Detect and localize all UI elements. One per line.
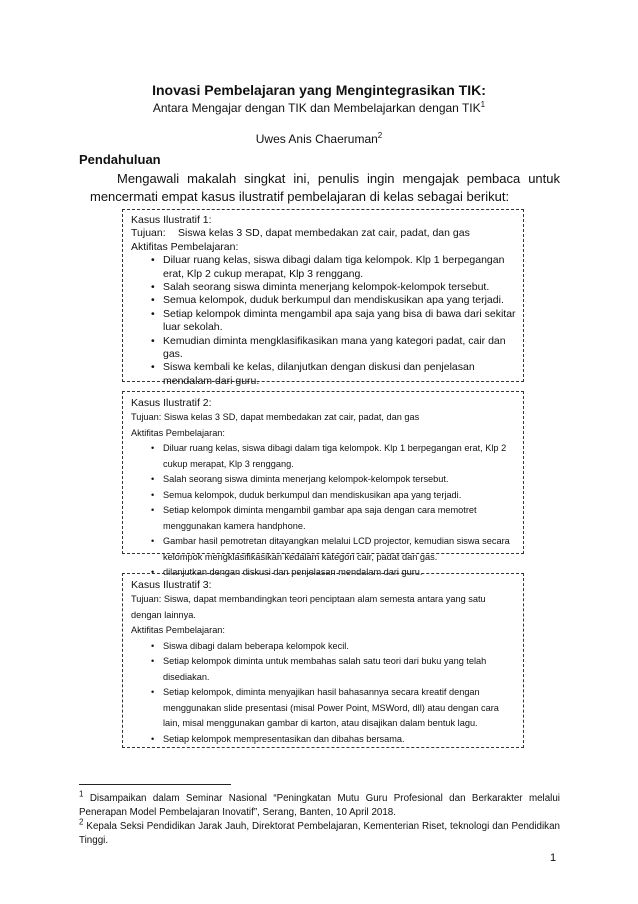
case-title: Kasus Ilustratif 3: bbox=[131, 579, 212, 591]
activities-label: Aktifitas Pembelajaran: bbox=[131, 625, 225, 635]
activity-item: • Salah seorang siswa diminta menerjang kelompok-kelompok tersebut. bbox=[131, 472, 517, 488]
intro-line-1: Mengawali makalah singkat ini, penulis ingin mengajak pembaca untuk bbox=[117, 171, 560, 186]
activity-item: • Kemudian diminta mengklasifikasikan mana yang kategori padat, cair dan gas. bbox=[131, 335, 517, 362]
activity-list bbox=[131, 254, 517, 388]
activity-item: • Setiap kelompok diminta untuk membahas salah satu teori dari buku yang telah disediakan. bbox=[131, 654, 517, 685]
case-box-3 bbox=[122, 573, 524, 748]
activity-item: • Semua kelompok, duduk berkumpul dan mendiskusikan apa yang terjadi. bbox=[131, 294, 517, 307]
section-heading: Pendahuluan bbox=[79, 152, 161, 167]
activities-label: Aktifitas Pembelajaran: bbox=[131, 427, 225, 438]
case-title: Kasus Ilustratif 2: bbox=[131, 397, 212, 409]
footnote-marker: 2 bbox=[79, 817, 84, 827]
document-title: Inovasi Pembelajaran yang Mengintegrasikan TIK: bbox=[152, 82, 486, 98]
footnote-marker: 1 bbox=[79, 789, 84, 799]
activity-item: • Setiap kelompok diminta mengambil gambar apa saja dengan cara memotret menggunakan kamera handphone. bbox=[131, 503, 517, 534]
case-objective: Tujuan: Siswa kelas 3 SD, dapat membedakan zat cair, padat, dan gas bbox=[131, 412, 420, 422]
activity-item: • dilanjutkan dengan diskusi dan penjelasan mendalam dari guru. bbox=[131, 565, 517, 581]
activity-list bbox=[131, 441, 517, 581]
activity-item: • Setiap kelompok diminta mengambil apa saja yang bisa di bawa dari sekitar luar sekolah. bbox=[131, 308, 517, 335]
footnote-1 bbox=[79, 789, 560, 819]
case-title: Kasus Ilustratif 1: bbox=[131, 214, 212, 226]
activity-item: • Siswa kembali ke kelas, dilanjutkan dengan diskusi dan penjelasan mendalam dari guru. bbox=[131, 361, 517, 388]
footnotes bbox=[79, 789, 560, 847]
document-subtitle bbox=[0, 101, 638, 115]
footnote-divider bbox=[79, 784, 231, 785]
subtitle-footnote-ref: 1 bbox=[480, 100, 486, 109]
activity-item: • Diluar ruang kelas, siswa dibagi dalam tiga kelompok. Klp 1 berpegangan erat, Klp 2 cukup merapat, Klp 3 renggang. bbox=[131, 441, 517, 472]
footnote-2 bbox=[79, 817, 560, 847]
case-box-1 bbox=[122, 209, 524, 387]
case-box-2 bbox=[122, 391, 524, 577]
intro-line-2: mencermati empat kasus ilustratif pembelajaran di kelas sebagai berikut: bbox=[90, 189, 510, 204]
objective-label: Tujuan: bbox=[131, 227, 166, 240]
footnote-text: Disampaikan dalam Seminar Nasional “Peningkatan Mutu Guru Profesional dan Berkarakter melalui Penerapan Model Pembelajaran Inovatif”, Serang, Banten, 10 April 2018. bbox=[79, 793, 560, 818]
activity-item: • Setiap kelompok, diminta menyajikan hasil bahasannya secara kreatif dengan menggunakan slide presentasi (misal Power Point, MSWord, dll) atau dengan cara lain, misal menggunakan gambar di karton, atau disajikan dalam bentuk lagu. bbox=[131, 685, 517, 732]
activity-list bbox=[131, 639, 517, 748]
activity-item: • Semua kelompok, duduk berkumpul dan mendiskusikan apa yang terjadi. bbox=[131, 488, 517, 504]
footnote-text: Kepala Seksi Pendidikan Jarak Jauh, Direktorat Pembelajaran, Kementerian Riset, teknologi dan Pendidikan Tinggi. bbox=[79, 821, 560, 846]
subtitle-text: Antara Mengajar dengan TIK dan Membelajarkan dengan TIK bbox=[152, 101, 481, 115]
intro-paragraph bbox=[90, 170, 560, 206]
objective-text: Siswa kelas 3 SD, dapat membedakan zat cair, padat, dan gas bbox=[178, 227, 470, 240]
activity-item: • Gambar hasil pemotretan ditayangkan melalui LCD projector, kemudian siswa secara kelompok mengklasifikasikan kedalam kategori cair, padat dan gas. bbox=[131, 534, 517, 565]
author-line bbox=[0, 132, 638, 146]
activity-item: • Setiap kelompok mempresentasikan dan dibahas bersama. bbox=[131, 732, 517, 748]
author-footnote-ref: 2 bbox=[377, 131, 383, 140]
case-objective: Tujuan: Siswa, dapat membandingkan teori penciptaan alam semesta antara yang satu dengan lainnya. bbox=[131, 594, 486, 620]
activities-label: Aktifitas Pembelajaran: bbox=[131, 240, 239, 253]
activity-item: • Siswa dibagi dalam beberapa kelompok kecil. bbox=[131, 639, 517, 655]
page-number: 1 bbox=[550, 852, 557, 864]
activity-item: • Salah seorang siswa diminta menerjang kelompok-kelompok tersebut. bbox=[131, 281, 517, 294]
case-objective bbox=[131, 227, 517, 240]
activity-item: • Diluar ruang kelas, siswa dibagi dalam tiga kelompok. Klp 1 berpegangan erat, Klp 2 cukup merapat, Klp 3 renggang. bbox=[131, 254, 517, 281]
author-name: Uwes Anis Chaeruman bbox=[255, 132, 378, 146]
